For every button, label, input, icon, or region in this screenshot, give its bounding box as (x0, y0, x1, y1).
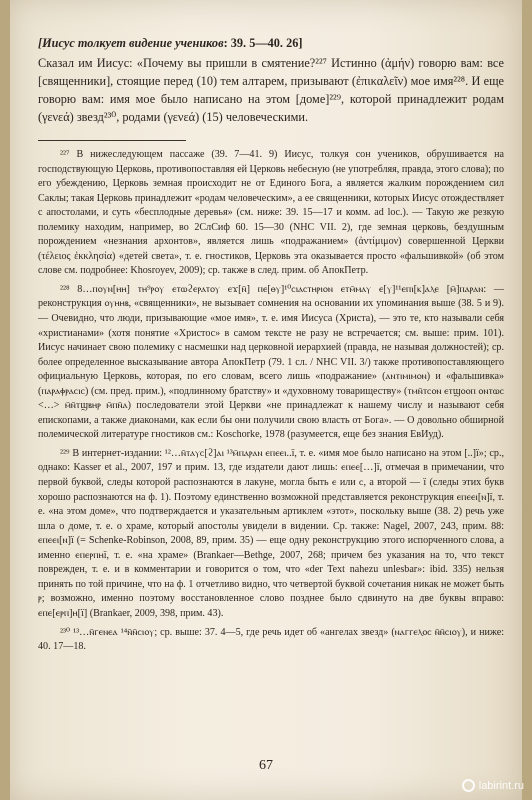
section-heading (38, 34, 504, 52)
page-number: 67 (259, 758, 273, 773)
footnote-227: ²²⁷ В нижеследующем пассаже (39. 7—41. 9) Иисус, толкуя сон учеников, обрушивается на господствующую Церковь, противопоставляя ей Церковь небесную (не употребляя, правда, этого слова); по его убеждению, Церковь земная происходит не от Единого Бога, а является жалким порождением сил Саклы; такая Церковь принадлежит «родам человеческим», а ее священники, которых Иисус отождествляет с апостолами, и суть «бесплодные деревья» (см. ниже: 39. 15—17 и комм. ad loc.). — Такую же резкую полемику находим, например, во 2СлСиф 60. 15—30 (NHC VII. 2), где земная церковь, бездушным порождением «незнания архонтов», является лишь «подражанием» (ἀντίμιμον) совершенной Церкви (τέλειος ἐκκλησία) «детей света», т. е. гностиков, Церковь эта оказывается просто «фальшивкой» (об этом слове см. подробнее: Khosroyev, 2009); ср. также в след. прим. об АпокПетр. (38, 149, 504, 277)
book-page (10, 0, 522, 800)
main-text-block (38, 34, 504, 126)
footnote-230: ²³⁰ ¹³…ⲛ̄ⲅⲉⲛⲉⲁ ¹⁴ⲛ̄ⲛ̄ⲥⲓⲟⲩ; ср. выше: 37. 4—5, где речь идет об «ангелах звезд» (ⲛⲁⲅⲅⲉⲗⲟⲥ ⲛ̄ⲛ̄ⲥⲓⲟⲩ), и ниже: 40. 17—18. (38, 626, 504, 653)
watermark (462, 779, 524, 792)
footnotes (38, 148, 504, 659)
section-title: [Иисус толкует видение учеников (38, 36, 224, 50)
footnote-divider (38, 140, 186, 141)
labirint-logo-icon (462, 779, 475, 792)
footnote-229: ²²⁹ В интернет-издании: ¹²…ⲛ̄ⲧⲁⲩⲥ[ϩ]ⲁⲓ ¹³ⲙ̄ⲡⲁⲣⲁⲛ ⲉⲡⲉⲉⲓ..ï, т. е. «имя мое было написано на этом [..]ï»; ср., однако: Kasser et al., 2007, 197 и прим. 13, где издатели дают лишь: ⲉⲡⲉⲉ[…]ï, отмечая в примечании, что первой буквой, следы которой распознаются в лакуне, могла быть ⲉ или ⲥ, а второй — ï (следы этих букв хорошо распознаются на ф. 1). Поэтому единственно возможной представляется реконструкция ⲉⲡⲉⲉⲓ[ⲛ]ï, т. е. «на этом доме», что подтверждается и указательным артиклем «этот», поскольку выше (38. 2) речь уже шла о доме, т. е. о храме, который апостолы увидели в видении. Ср. также: Nagel, 2007, 243, прим. 88: ⲉⲡⲉⲉⲓ[ⲛ]ï (= Schenke-Robinson, 2008, 89, прим. 35) — еще одну реконструкцию этого испорченного слова, а именно ⲉⲡⲉⲣⲡⲏï, т. е. «на храме» (Brankaer—Bethge, 2007, 268; причем без указания на то, что текст поврежден, т. е. и в комментарии и говорится о том, что «der Text nahezu unlesbar»: ibid. 335) нельзя принять по той причине, что на ф. 1 отчетливо видно, что четвертой буквой сочетания никак не может быть ⲣ; возможно, именно поэтому восстановленное слово позднее было сдвинуто на две буквы вправо: ⲉⲡⲉ[ⲉⲣⲡ]ⲏ[ï] (Brankaer, 2009, 398, прим. 43). (38, 447, 504, 619)
footnote-228: ²²⁸ 8…ⲡⲟⲩⲛ[ⲏⲏ] ⲧⲏ⁹ⲣⲟⲩ ⲉⲧⲱϩⲉⲣⲁⲧⲟⲩ ⲉϫ[ⲛ̄] ⲡⲉ[ⲑⲩ]¹⁰ⲥⲓⲁⲥⲧⲏⲣⲓⲟⲛ ⲉⲧⲙ̄ⲙⲁⲩ ⲉ[ⲩ]¹¹ⲉⲡⲓ[ⲕ]ⲁⲗⲉ [ⲙ̄]ⲡⲁⲣⲁⲛ: — реконструкция ⲟⲩⲏⲏⲃ, «священники», не вызывает сомнения на основании их упоминания выше (38. 5 и 9). — Очевидно, что люди, призывающие «мое имя», т. е. имя Иисуса (Христа), — это те, кто называли себя «христианами» (хотя понятие «Христос» в самом тексте не разу не встречается; см. выше: прим. 101). Иисус начинает свою полемику с насмешки над церковной иерархией (правда, не называя должностей); ср. более определенное высказывание автора АпокПетр (79. 1 сл. / NHC VII. 3/) также противопоставляющего официальную Церковь, которая, по его словам, всего лишь «подражание» (ⲁⲛⲧⲓⲙⲓⲙⲟⲛ) и «фальшивка» (ⲡⲁⲣⲁⲫⲣⲁⲥⲓⲥ) (см. пред. прим.), «подлинному братству» и «духовному товариществу» (ⲧⲙⲛ̄ⲧⲥⲟⲛ ⲉⲧϣⲟⲟⲡ ⲟⲛⲧⲱⲥ <…> ⲙ̄ⲛ̄ⲧϣⲃⲏⲣ ⲙ̄ⲡⲛ̄ⲁ) последователи этой Церкви «не принадлежат к нашему числу и называют себя епископами, а также диаконами, как если бы они получили свою власть от Бога». — О довольно обширной полемической литературе гностиков см.: Koschorke, 1978 (разумеется, еще без знания ЕвИуд). (38, 283, 504, 441)
watermark-text: labirint.ru (478, 779, 524, 792)
section-reference: : 39. 5—40. 26] (223, 36, 303, 50)
main-paragraph: Сказал им Иисус: «Почему вы пришли в смятение?²²⁷ Истинно (ἀμήν) говорю вам: все [священники], стоящие перед (10) тем алтарем, призывают (ἐπικαλεῖν) мое имя²²⁸. И еще говорю вам: имя мое было написано на этом [доме]²²⁹, которой принадлежит родам (γενεά) звезд²³⁰, родами (γενεά) (15) человеческими. (38, 56, 504, 124)
